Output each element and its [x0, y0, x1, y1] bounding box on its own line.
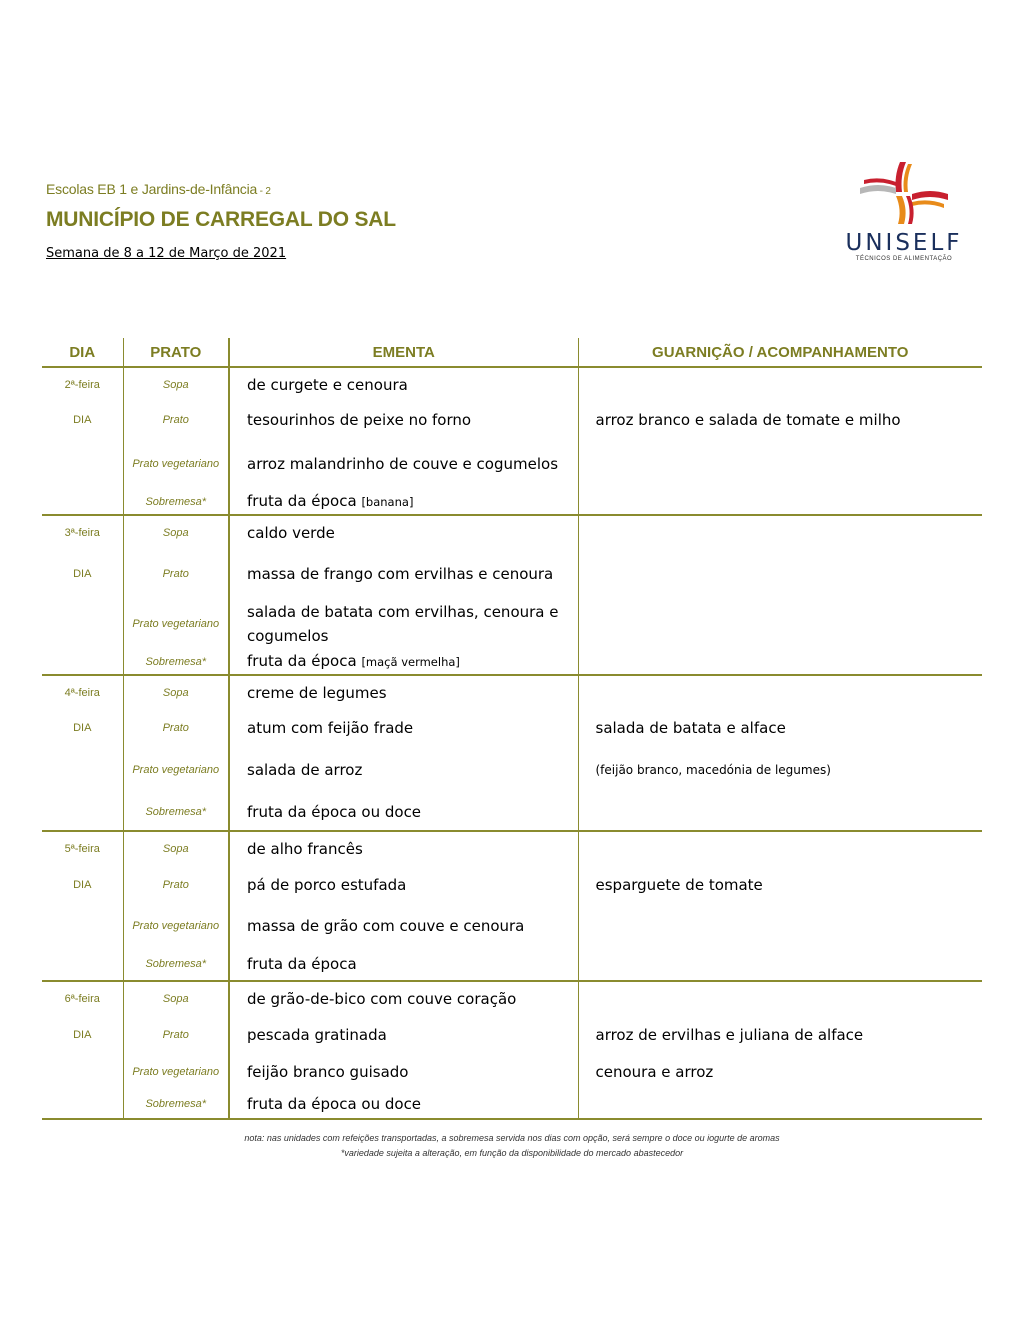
dish-text: fruta da época	[247, 954, 357, 973]
dish-text: massa de frango com ervilhas e cenoura	[247, 565, 554, 583]
school-subtitle	[46, 181, 271, 197]
side-dish: salada de batata e alface	[578, 709, 982, 747]
dish-type: Sobremesa*	[123, 649, 229, 675]
day-name: 2ª-feira	[64, 378, 100, 391]
menu-header-row	[42, 338, 982, 367]
menu-row	[42, 1055, 982, 1089]
dish-text: de curgete e cenoura	[247, 375, 408, 394]
dish-description	[229, 747, 578, 793]
side-dish	[578, 515, 982, 549]
menu-row	[42, 489, 982, 515]
header-guarnicao: GUARNIÇÃO / ACOMPANHAMENTO	[578, 338, 982, 367]
day-cell	[42, 649, 123, 675]
side-dish	[578, 367, 982, 401]
dish-text: arroz malandrinho de couve e cogumelos	[247, 455, 559, 473]
page-title: MUNICÍPIO DE CARREGAL DO SAL	[46, 208, 396, 231]
dish-description	[229, 905, 578, 947]
side-dish	[578, 675, 982, 709]
menu-row	[42, 747, 982, 793]
dish-description	[229, 675, 578, 709]
menu-row	[42, 515, 982, 549]
dish-text: de alho francês	[247, 839, 363, 858]
header-dia: DIA	[42, 338, 123, 367]
dish-type: Sobremesa*	[123, 489, 229, 515]
menu-body	[42, 367, 982, 1119]
dish-description	[229, 947, 578, 981]
dish-text: salada de batata com ervilhas, cenoura e cogumelos	[247, 603, 559, 645]
dish-text: feijão branco guisado	[247, 1063, 409, 1081]
dish-description	[229, 599, 578, 649]
menu-row	[42, 905, 982, 947]
day-cell	[42, 793, 123, 831]
day-name: 3ª-feira	[64, 526, 100, 539]
dish-description	[229, 1089, 578, 1119]
dish-text: fruta da época	[247, 652, 357, 670]
side-dish: esparguete de tomate	[578, 865, 982, 905]
menu-row	[42, 865, 982, 905]
side-dish	[578, 549, 982, 599]
menu-row	[42, 439, 982, 489]
dish-description	[229, 1055, 578, 1089]
dish-type: Prato vegetariano	[123, 599, 229, 649]
dish-type: Prato vegetariano	[123, 747, 229, 793]
day-name: 6ª-feira	[64, 992, 100, 1005]
side-dish: (feijão branco, macedónia de legumes)	[578, 747, 982, 793]
dish-type: Sopa	[123, 981, 229, 1015]
side-dish	[578, 947, 982, 981]
menu-row	[42, 649, 982, 675]
header-ementa: EMENTA	[229, 338, 578, 367]
day-cell	[42, 947, 123, 981]
dish-type: Prato	[123, 1015, 229, 1055]
dish-description	[229, 439, 578, 489]
menu-row	[42, 981, 982, 1015]
dish-type: Sobremesa*	[123, 1089, 229, 1119]
footer-note: nota: nas unidades com refeições transportadas, a sobremesa servida nos dias com opção, será sempre o doce ou iogurte de aromas	[244, 1133, 780, 1143]
menu-row	[42, 675, 982, 709]
footer-variety-note: *variedade sujeita a alteração, em função da disponibilidade do mercado abastecedor	[340, 1148, 684, 1158]
dish-text: massa de grão com couve e cenoura	[247, 917, 525, 935]
day-cell	[42, 1055, 123, 1089]
subtitle-text: Escolas EB 1 e Jardins-de-Infância	[46, 181, 258, 197]
dish-text: caldo verde	[247, 523, 335, 542]
day-name: 5ª-feira	[64, 842, 100, 855]
day-label: DIA	[73, 879, 92, 891]
dish-description	[229, 981, 578, 1015]
menu-row	[42, 831, 982, 865]
uniself-logo	[826, 158, 982, 268]
side-dish: cenoura e arroz	[578, 1055, 982, 1089]
logo-tagline: TÉCNICOS DE ALIMENTAÇÃO	[855, 256, 953, 262]
dish-description	[229, 793, 578, 831]
menu-table	[42, 338, 982, 1120]
side-dish: arroz branco e salada de tomate e milho	[578, 401, 982, 439]
day-cell	[42, 1089, 123, 1119]
dish-note: [banana]	[361, 495, 414, 509]
side-dish	[578, 649, 982, 675]
dish-description	[229, 489, 578, 515]
menu-row	[42, 367, 982, 401]
dish-description	[229, 401, 578, 439]
day-label: DIA	[73, 1029, 92, 1041]
dish-description	[229, 367, 578, 401]
side-dish	[578, 599, 982, 649]
day-cell	[42, 747, 123, 793]
dish-type: Prato	[123, 865, 229, 905]
side-dish	[578, 793, 982, 831]
dish-description	[229, 865, 578, 905]
day-cell	[42, 439, 123, 489]
side-dish: arroz de ervilhas e juliana de alface	[578, 1015, 982, 1055]
dish-type: Sopa	[123, 515, 229, 549]
dish-text: pescada gratinada	[247, 1026, 387, 1044]
menu-row	[42, 793, 982, 831]
dish-text: atum com feijão frade	[247, 719, 414, 737]
side-dish	[578, 831, 982, 865]
side-dish	[578, 439, 982, 489]
dish-type: Prato vegetariano	[123, 439, 229, 489]
dish-note: [maçã vermelha]	[361, 655, 460, 669]
day-cell	[42, 599, 123, 649]
dish-text: creme de legumes	[247, 683, 387, 702]
dish-type: Prato vegetariano	[123, 1055, 229, 1089]
dish-type: Sopa	[123, 831, 229, 865]
dish-description	[229, 649, 578, 675]
side-dish	[578, 981, 982, 1015]
side-dish	[578, 489, 982, 515]
dish-type: Prato	[123, 709, 229, 747]
dish-description	[229, 831, 578, 865]
dish-type: Sobremesa*	[123, 947, 229, 981]
dish-text: de grão-de-bico com couve coração	[247, 989, 517, 1008]
dish-text: fruta da época	[247, 492, 357, 510]
dish-description	[229, 1015, 578, 1055]
dish-type: Prato vegetariano	[123, 905, 229, 947]
dish-text: pá de porco estufada	[247, 876, 407, 894]
day-label: DIA	[73, 414, 92, 426]
menu-row	[42, 401, 982, 439]
menu-row	[42, 549, 982, 599]
side-dish	[578, 1089, 982, 1119]
menu-row	[42, 599, 982, 649]
menu-row	[42, 1015, 982, 1055]
day-label: DIA	[73, 722, 92, 734]
uniself-emblem-icon	[856, 158, 952, 228]
dish-type: Prato	[123, 401, 229, 439]
week-label: Semana de 8 a 12 de Março de 2021	[46, 246, 287, 261]
dish-text: fruta da época ou doce	[247, 802, 422, 821]
dish-text: salada de arroz	[247, 761, 363, 779]
menu-row	[42, 1089, 982, 1119]
day-cell	[42, 905, 123, 947]
dish-type: Prato	[123, 549, 229, 599]
day-name: 4ª-feira	[64, 686, 100, 699]
dish-text: tesourinhos de peixe no forno	[247, 411, 472, 429]
dish-description	[229, 709, 578, 747]
menu-row	[42, 947, 982, 981]
menu-row	[42, 709, 982, 747]
page-number: - 2	[257, 186, 271, 197]
dish-type: Sopa	[123, 675, 229, 709]
day-label: DIA	[73, 568, 92, 580]
side-dish	[578, 905, 982, 947]
dish-description	[229, 515, 578, 549]
header-prato: PRATO	[123, 338, 229, 367]
dish-type: Sobremesa*	[123, 793, 229, 831]
dish-type: Sopa	[123, 367, 229, 401]
dish-text: fruta da época ou doce	[247, 1094, 422, 1113]
day-cell	[42, 489, 123, 515]
logo-name: UNISELF	[845, 230, 963, 256]
dish-description	[229, 549, 578, 599]
